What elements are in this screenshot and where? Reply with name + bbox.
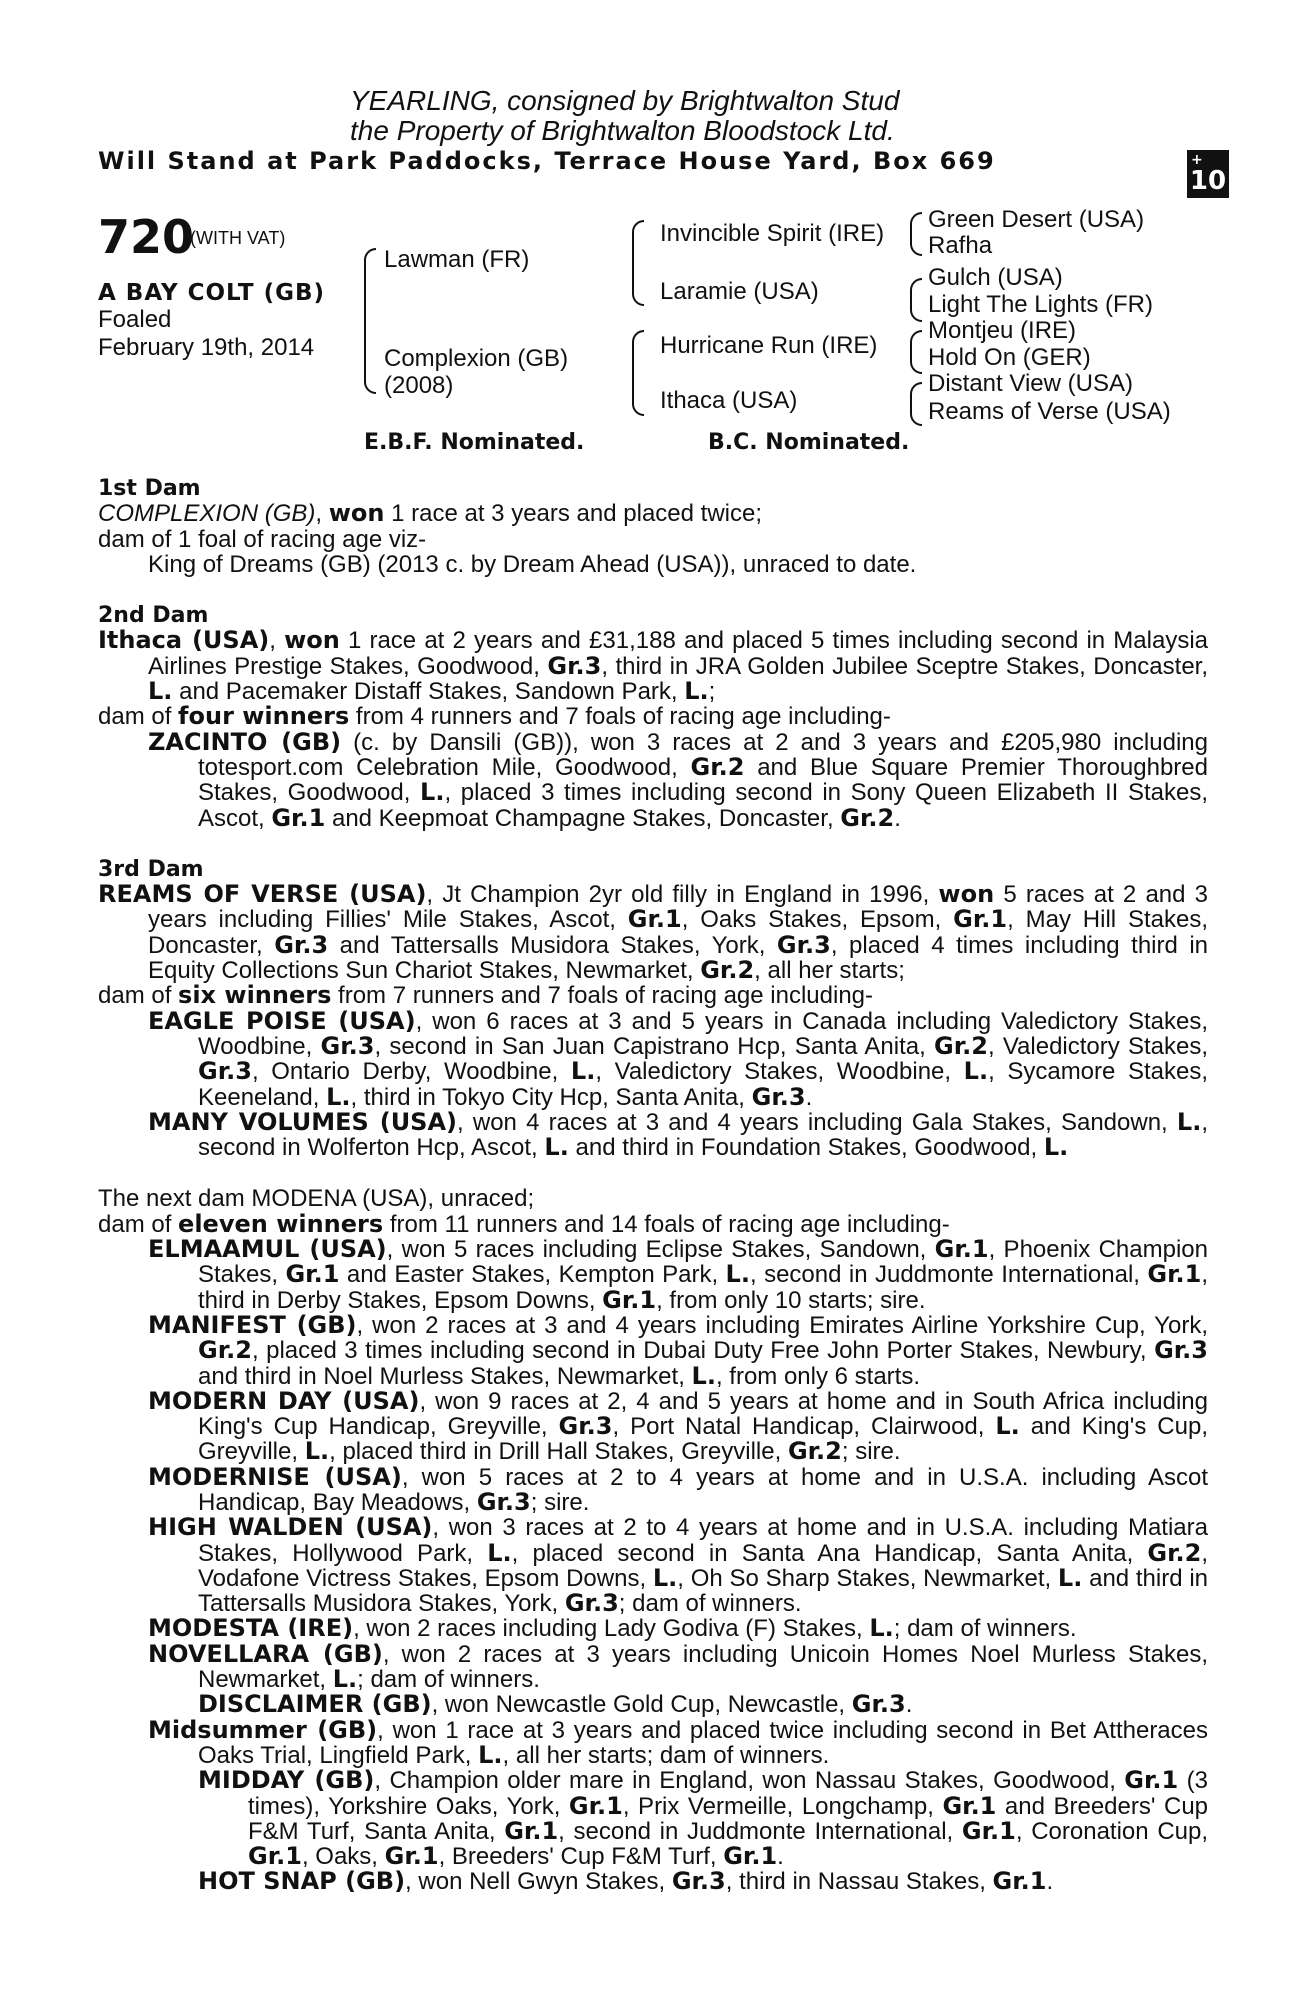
first-dam-record: COMPLEXION (GB), won 1 race at 3 years and placed twice; bbox=[98, 499, 762, 528]
ebf-nominated: E.B.F. Nominated. bbox=[364, 430, 585, 455]
header-line-1: YEARLING, consigned by Brightwalton Stud bbox=[350, 85, 900, 116]
stand-location: Will Stand at Park Paddocks, Terrace House Yard, Box 669 bbox=[98, 147, 996, 175]
progeny-midsummer: Midsummer (GB), won 1 race at 3 years and placed twice including second in Bet Attheraces Oaks Trial, Lingfield Park, L., all her starts; dam of winners. bbox=[148, 1715, 1209, 1769]
third-dam-dam-of: dam of six winners from 7 runners and 7 foals of racing age including- bbox=[98, 981, 874, 1010]
pedigree-bracket-3 bbox=[632, 330, 644, 416]
next-dam-line: The next dam MODENA (USA), unraced; bbox=[98, 1185, 535, 1213]
progeny-high-walden: HIGH WALDEN (USA), won 3 races at 2 to 4 years at home and in U.S.A. including Matiara Stakes, Hollywood Park, L., placed second in Santa Ana Handicap, Santa Anita, Gr.2, Vodafone Victress Stakes, Epsom Downs, L., Oh So Sharp Stakes, Newmarket, L. and third in Tattersalls Musidora Stakes, York, Gr.3; dam of winners. bbox=[148, 1513, 1209, 1618]
pedigree-bracket-g3 bbox=[910, 330, 922, 374]
progeny-modesta: MODESTA (IRE), won 2 races including Lady Godiva (F) Stakes, L.; dam of winners. bbox=[148, 1614, 1077, 1643]
first-dam-foal: King of Dreams (GB) (2013 c. by Dream Ahead (USA)), unraced to date. bbox=[148, 550, 917, 578]
progeny-midday: MIDDAY (GB), Champion older mare in England, won Nassau Stakes, Goodwood, Gr.1 (3 times), Yorkshire Oaks, York, Gr.1, Prix Vermeille, Longchamp, Gr.1 and Breeders' Cup F&M Turf, Santa Anita, Gr.1, second in Juddmonte International, Gr.1, Coronation Cup, Gr.1, Oaks, Gr.1, Breeders' Cup F&M Turf, Gr.1. bbox=[198, 1766, 1209, 1871]
badge-plus: + bbox=[1191, 152, 1203, 168]
first-dam-dam-of: dam of 1 foal of racing age viz- bbox=[98, 525, 427, 553]
lot-number: 720 bbox=[98, 210, 195, 264]
pedigree-dam-dam: Ithaca (USA) bbox=[660, 387, 798, 414]
progeny-elmaamul: ELMAAMUL (USA), won 5 races including Eclipse Stakes, Sandown, Gr.1, Phoenix Champion Stakes, Gr.1 and Easter Stakes, Kempton Park, L., second in Juddmonte International, Gr.1, third in Derby Stakes, Epsom Downs, Gr.1, from only 10 starts; sire. bbox=[148, 1235, 1208, 1314]
next-dam-dam-of: dam of eleven winners from 11 runners and 14 foals of racing age including- bbox=[98, 1209, 950, 1238]
first-dam-heading: 1st Dam bbox=[98, 476, 201, 501]
header-line-2: the Property of Brightwalton Bloodstock Ltd. bbox=[350, 115, 895, 146]
pedigree-g5: Montjeu (IRE) bbox=[928, 317, 1077, 344]
progeny-modern-day: MODERN DAY (USA), won 9 races at 2, 4 and 5 years at home and in South Africa including King's Cup Handicap, Greyville, Gr.3, Port Natal Handicap, Clairwood, L. and King's Cup, Greyville, L., placed third in Drill Hall Stakes, Greyville, Gr.2; sire. bbox=[148, 1386, 1209, 1466]
foaled-date: February 19th, 2014 bbox=[98, 334, 315, 361]
foaled-label: Foaled bbox=[98, 306, 172, 333]
pedigree-g1: Green Desert (USA) bbox=[928, 206, 1145, 233]
catalogue-body bbox=[98, 476, 1208, 1895]
pedigree-g2: Rafha bbox=[928, 232, 993, 259]
progeny-modernise: MODERNISE (USA), won 5 races at 2 to 4 years at home and in U.S.A. including Ascot Handicap, Bay Meadows, Gr.3; sire. bbox=[148, 1462, 1208, 1516]
pedigree-bracket-1 bbox=[364, 248, 376, 394]
progeny-hot-snap: HOT SNAP (GB), won Nell Gwyn Stakes, Gr.3, third in Nassau Stakes, Gr.1. bbox=[198, 1867, 1054, 1896]
progeny-zacinto: ZACINTO (GB) (c. by Dansili (GB)), won 3 races at 2 and 3 years and £205,980 including totesport.com Celebration Mile, Goodwood, Gr.2 and Blue Square Premier Thoroughbred Stakes, Goodwood, L., placed 3 times including second in Sony Queen Elizabeth II Stakes, Ascot, Gr.1 and Keepmoat Champagne Stakes, Doncaster, Gr.2. bbox=[148, 727, 1208, 832]
progeny-eagle-poise: EAGLE POISE (USA), won 6 races at 3 and 5 years in Canada including Valedictory Stakes, Woodbine, Gr.3, second in San Juan Capistrano Hcp, Santa Anita, Gr.2, Valedictory Stakes, Gr.3, Ontario Derby, Woodbine, L., Valedictory Stakes, Woodbine, L., Sycamore Stakes, Keeneland, L., third in Tokyo City Hcp, Santa Anita, Gr.3. bbox=[148, 1006, 1209, 1111]
lot-vat: (WITH VAT) bbox=[190, 228, 286, 248]
badge-number: 10 bbox=[1189, 166, 1227, 196]
pedigree-dam-year: (2008) bbox=[384, 372, 454, 399]
pedigree-bracket-g4 bbox=[910, 382, 922, 426]
progeny-disclaimer: DISCLAIMER (GB), won Newcastle Gold Cup, Newcastle, Gr.3. bbox=[198, 1690, 913, 1719]
pedigree-dam: Complexion (GB) bbox=[384, 345, 569, 372]
pedigree-bracket-g1 bbox=[910, 212, 922, 256]
pedigree-sire: Lawman (FR) bbox=[384, 246, 530, 273]
pedigree-g3: Gulch (USA) bbox=[928, 264, 1063, 291]
second-dam-heading: 2nd Dam bbox=[98, 603, 209, 629]
lot-badge bbox=[1187, 150, 1229, 198]
pedigree-g8: Reams of Verse (USA) bbox=[928, 398, 1171, 425]
pedigree-sire-dam: Laramie (USA) bbox=[660, 278, 819, 305]
pedigree-g6: Hold On (GER) bbox=[928, 344, 1091, 371]
pedigree-g7: Distant View (USA) bbox=[928, 370, 1133, 397]
third-dam-heading: 3rd Dam bbox=[98, 856, 204, 882]
pedigree-bracket-2 bbox=[632, 220, 644, 306]
lot-description: A BAY COLT (GB) bbox=[98, 280, 326, 306]
second-dam-record: Ithaca (USA), won 1 race at 2 years and £31,188 and placed 5 times including second in Malaysia Airlines Prestige Stakes, Goodwood, Gr.3, third in JRA Golden Jubilee Sceptre Stakes, Doncaster, L. and Pacemaker Distaff Stakes, Sandown Park, L.; bbox=[98, 626, 1208, 706]
pedigree-bracket-g2 bbox=[910, 278, 922, 322]
second-dam-dam-of: dam of four winners from 4 runners and 7 foals of racing age including- bbox=[98, 702, 891, 731]
third-dam-record: REAMS OF VERSE (USA), Jt Champion 2yr old filly in England in 1996, won 5 races at 2 and 3 years including Fillies' Mile Stakes, Ascot, Gr.1, Oaks Stakes, Epsom, Gr.1, May Hill Stakes, Doncaster, Gr.3 and Tattersalls Musidora Stakes, York, Gr.3, placed 4 times including third in Equity Collections Sun Chariot Stakes, Newmarket, Gr.2, all her starts; bbox=[98, 880, 1209, 985]
first-dam-name: COMPLEXION (GB) bbox=[98, 500, 316, 528]
pedigree-dam-sire: Hurricane Run (IRE) bbox=[660, 332, 878, 359]
progeny-novellara: NOVELLARA (GB), won 2 races at 3 years including Unicoin Homes Noel Murless Stakes, Newmarket, L.; dam of winners. bbox=[148, 1639, 1209, 1694]
pedigree-sire-sire: Invincible Spirit (IRE) bbox=[660, 220, 885, 247]
progeny-manifest: MANIFEST (GB), won 2 races at 3 and 4 years including Emirates Airline Yorkshire Cup, York, Gr.2, placed 3 times including second in Dubai Duty Free John Porter Stakes, Newbury, Gr.3 and third in Noel Murless Stakes, Newmarket, L., from only 6 starts. bbox=[148, 1310, 1208, 1390]
pedigree-g4: Light The Lights (FR) bbox=[928, 291, 1153, 318]
bc-nominated: B.C. Nominated. bbox=[708, 430, 910, 455]
progeny-many-volumes: MANY VOLUMES (USA), won 4 races at 3 and 4 years including Gala Stakes, Sandown, L., second in Wolferton Hcp, Ascot, L. and third in Foundation Stakes, Goodwood, L. bbox=[148, 1107, 1208, 1162]
